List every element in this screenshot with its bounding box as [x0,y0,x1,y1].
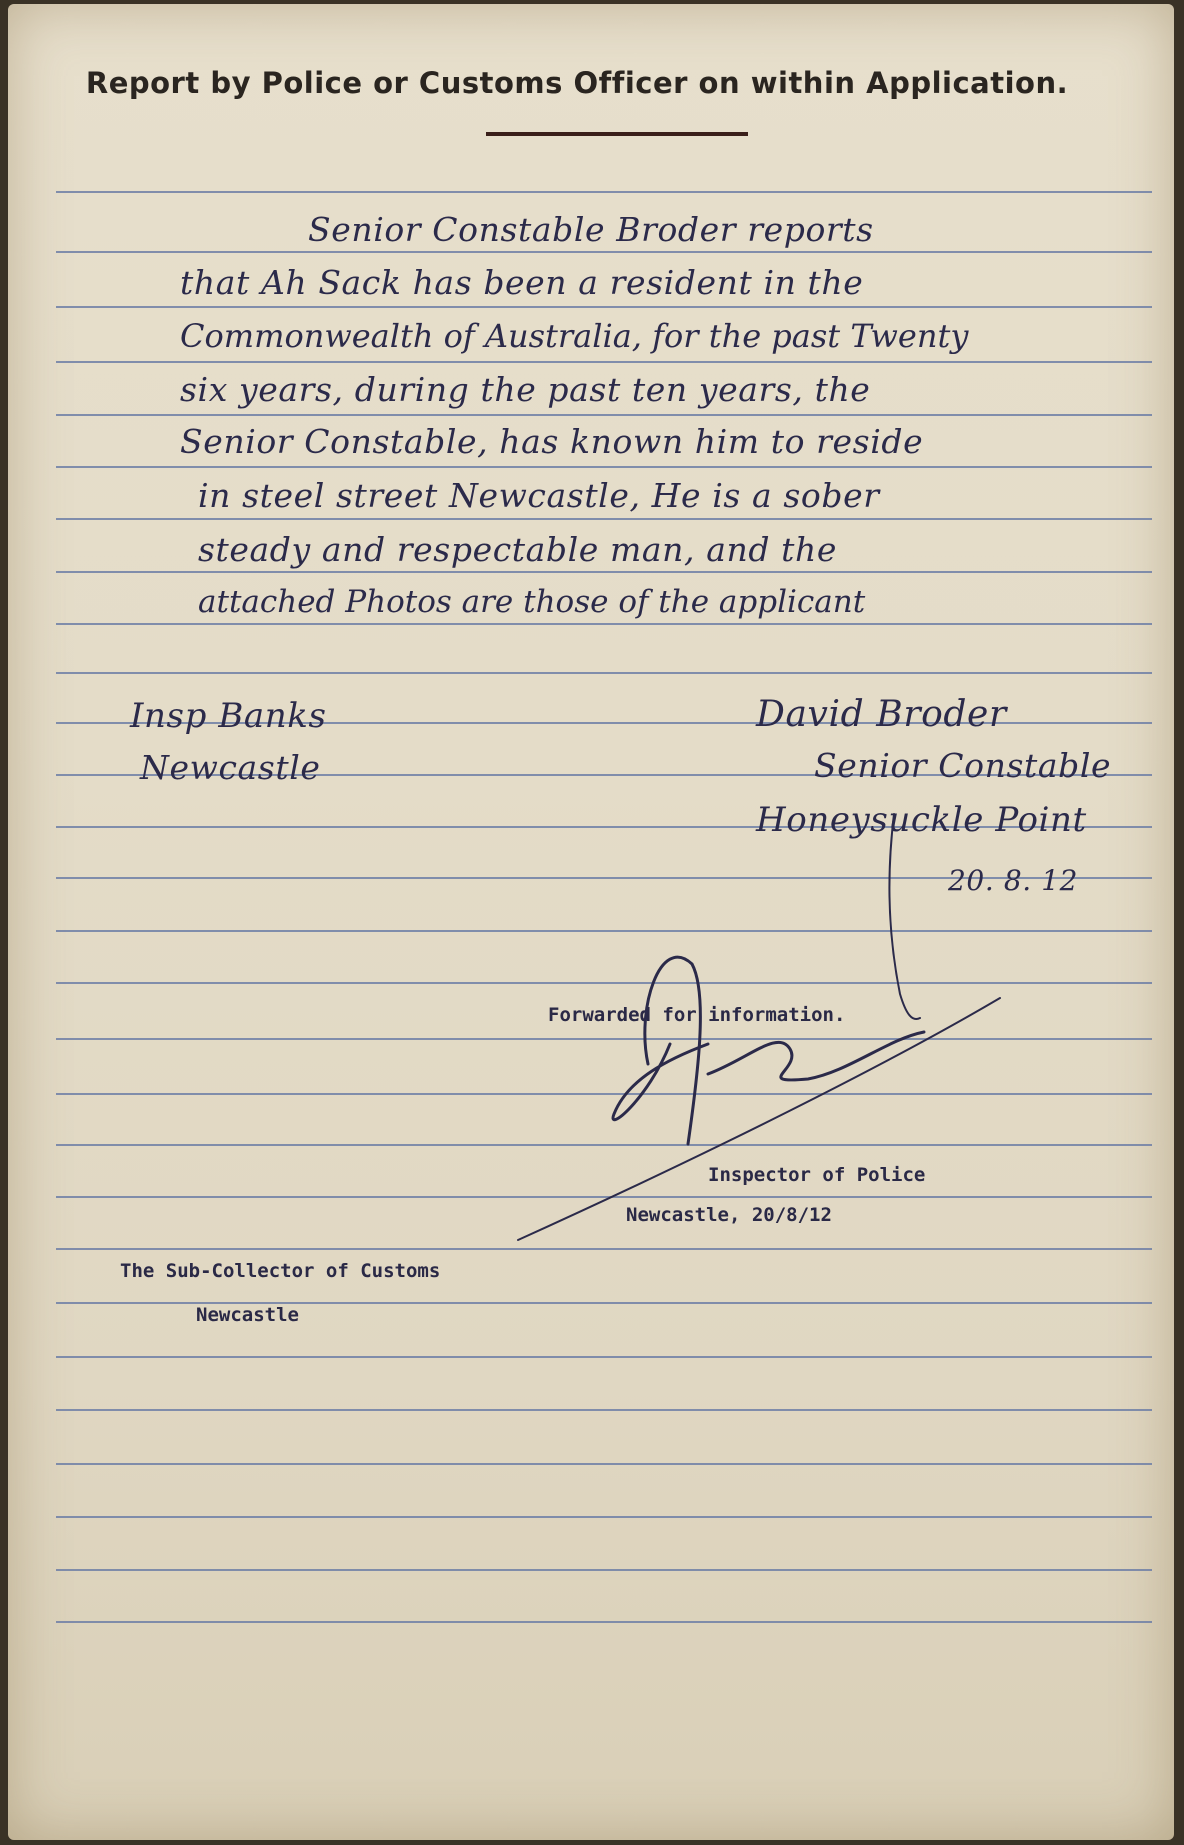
signature-name: David Broder [756,694,1007,735]
signature-date: 20. 8. 12 [948,864,1079,897]
inspector-title: Inspector of Police [708,1164,926,1186]
report-line: Senior Constable Broder reports [308,210,874,249]
report-line: Commonwealth of Australia, for the past Twenty [180,317,969,355]
recipient-line-1: The Sub-Collector of Customs [120,1260,441,1282]
forwarding-note: Forwarded for information. [548,1004,846,1026]
report-line: Senior Constable, has known him to reside [180,422,924,461]
report-line: six years, during the past ten years, the [180,370,871,409]
addressee-place: Newcastle [140,748,321,787]
addressee-name: Insp Banks [130,696,327,736]
recipient-line-2: Newcastle [196,1304,299,1326]
inspector-signature-scrawl [8,4,1174,1840]
report-line: steady and respectable man, and the [198,530,837,569]
page-title: Report by Police or Customs Officer on within Application. [85,66,1069,100]
signature-rank: Senior Constable [814,746,1112,785]
report-line: attached Photos are those of the applicant [198,584,866,620]
report-line: in steel street Newcastle, He is a sober [198,476,880,515]
bleed-through-stamp [878,874,883,896]
document-page [8,4,1174,1840]
forwarding-place-date: Newcastle, 20/8/12 [626,1204,832,1226]
report-line: that Ah Sack has been a resident in the [180,263,864,302]
signature-station: Honeysuckle Point [756,800,1087,840]
